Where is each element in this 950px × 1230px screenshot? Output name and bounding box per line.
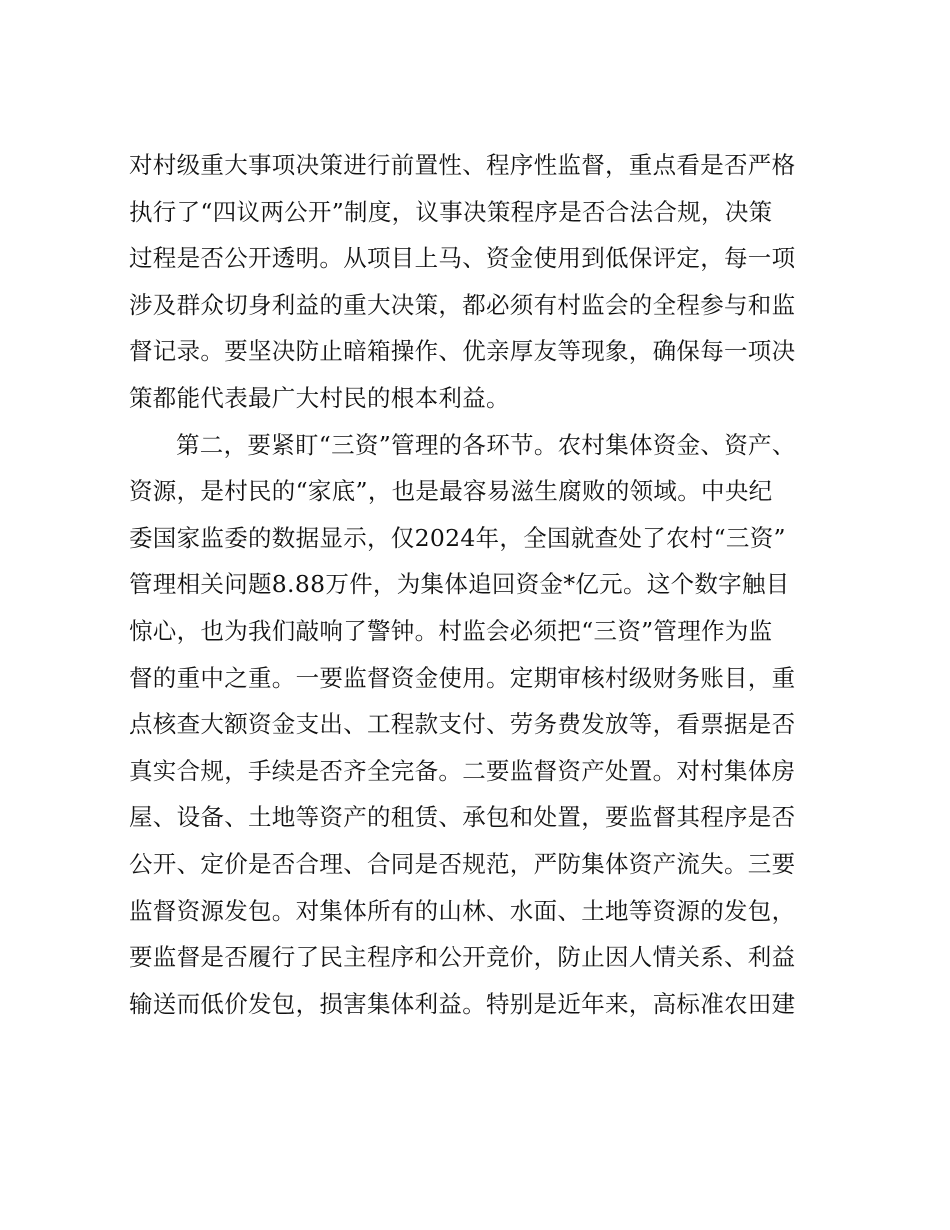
- text-line: 涉及群众切身利益的重大决策，都必须有村监会的全程参与和监: [129, 290, 796, 319]
- text-line: 管理相关问题8.88万件，为集体追回资金*亿元。这个数字触目: [129, 570, 790, 599]
- text-line: 执行了“四议两公开”制度，议事决策程序是否合法合规，决策: [129, 197, 773, 226]
- text-line: 督记录。要坚决防止暗箱操作、优亲厚友等现象，确保每一项决: [129, 337, 796, 366]
- text-line: 点核查大额资金支出、工程款支付、劳务费发放等，看票据是否: [129, 710, 796, 739]
- text-line: 惊心，也为我们敲响了警钟。村监会必须把“三资”管理作为监: [129, 616, 773, 645]
- text-line: 屋、设备、土地等资产的租赁、承包和处置，要监督其程序是否: [129, 803, 796, 832]
- text-line: 要监督是否履行了民主程序和公开竞价，防止因人情关系、利益: [129, 943, 796, 972]
- text-line: 输送而低价发包，损害集体利益。特别是近年来，高标准农田建: [129, 989, 796, 1018]
- text-line: 公开、定价是否合理、合同是否规范，严防集体资产流失。三要: [129, 849, 796, 878]
- text-line: 过程是否公开透明。从项目上马、资金使用到低保评定，每一项: [129, 244, 796, 273]
- text-line: 资源，是村民的“家底”，也是最容易滋生腐败的领域。中央纪: [129, 477, 773, 506]
- text-line: 监督资源发包。对集体所有的山林、水面、土地等资源的发包，: [129, 896, 796, 925]
- text-line: 委国家监委的数据显示，仅2024年，全国就查处了农村“三资”: [129, 523, 786, 552]
- text-line: 对村级重大事项决策进行前置性、程序性监督，重点看是否严格: [129, 151, 796, 179]
- body-text: [129, 142, 839, 1027]
- text-line: 真实合规，手续是否齐全完备。二要监督资产处置。对村集体房: [129, 756, 796, 785]
- paragraph-start-line: 第二，要紧盯“三资”管理的各环节。农村集体资金、资产、: [176, 430, 796, 459]
- text-line: 督的重中之重。一要监督资金使用。定期审核村级财务账目，重: [129, 663, 796, 692]
- text-line: 策都能代表最广大村民的根本利益。: [129, 383, 510, 412]
